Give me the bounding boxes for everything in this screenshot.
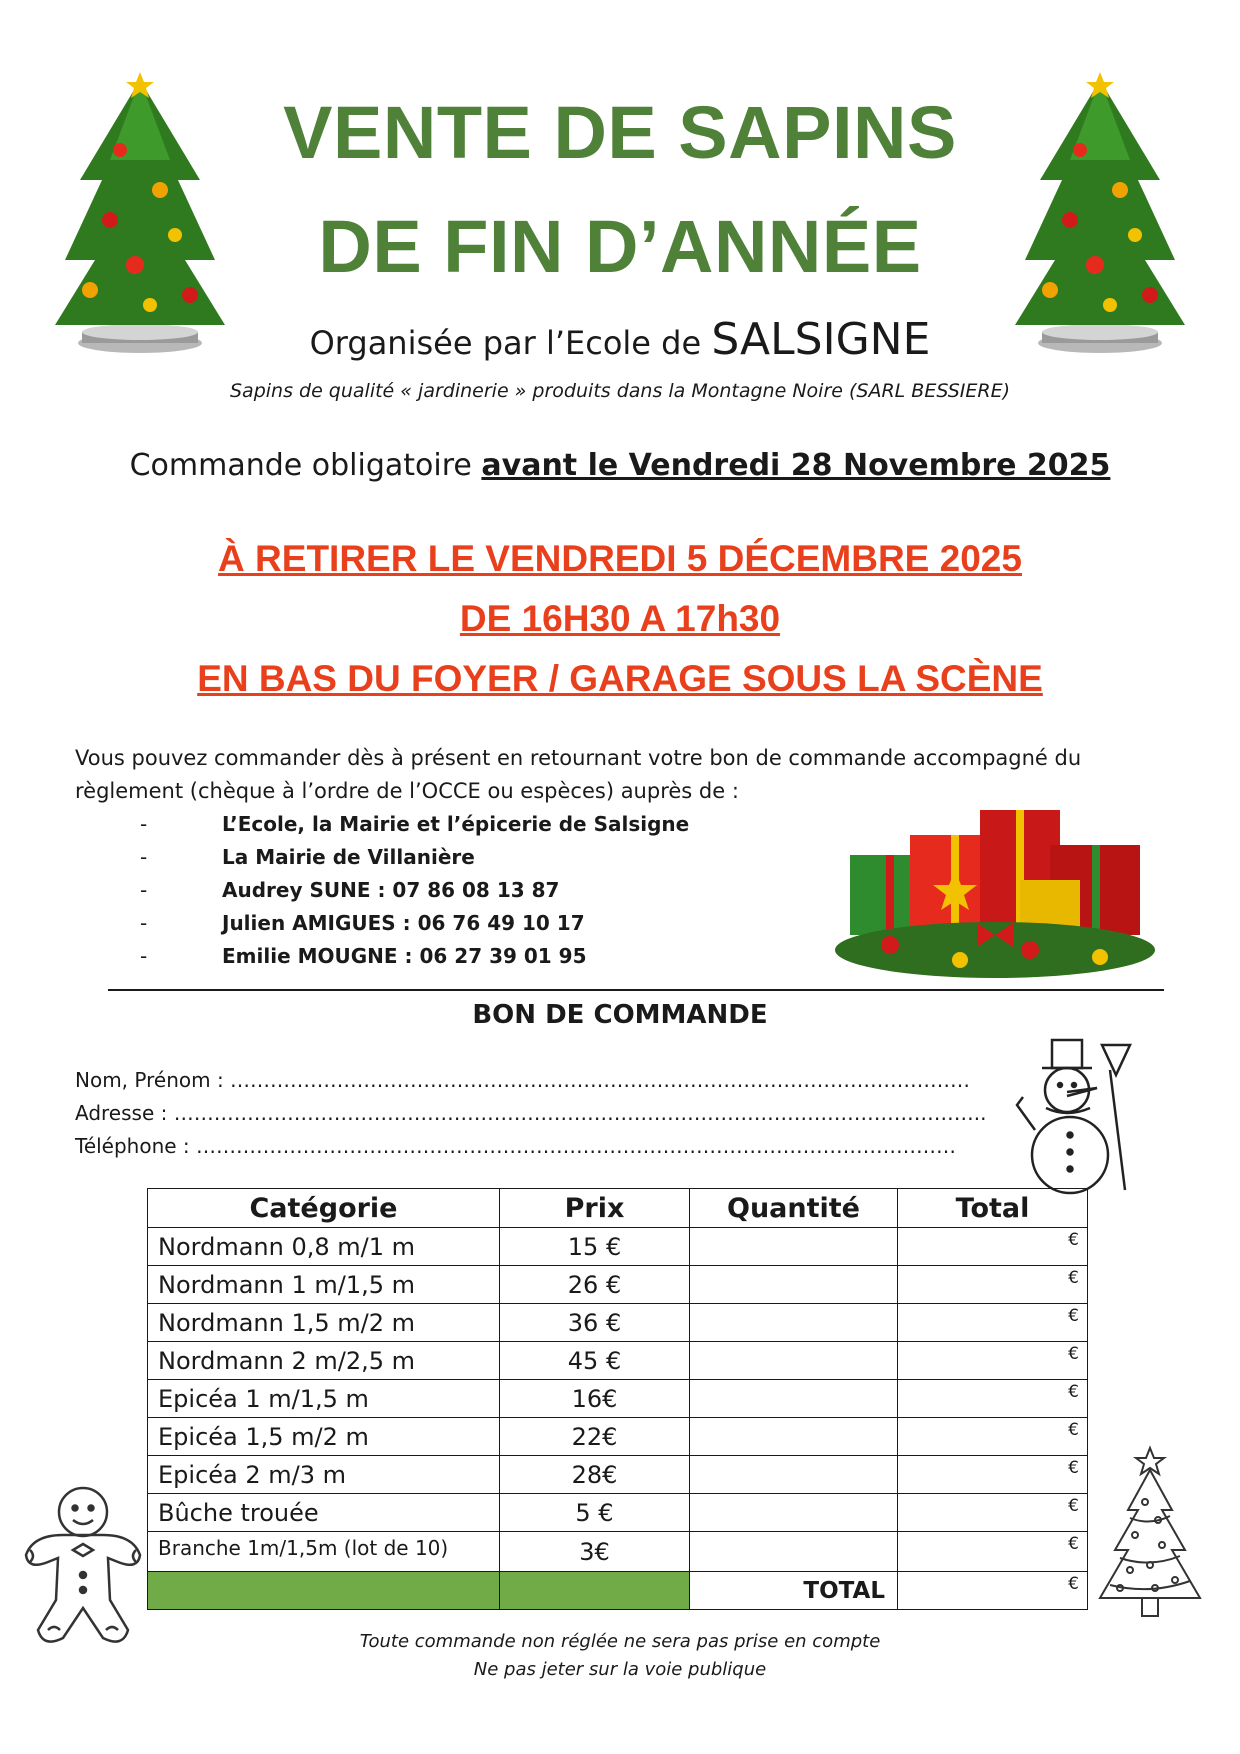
table-row [148,1532,1088,1572]
price-cell: 3€ [500,1532,690,1572]
column-header-quantity: Quantité [690,1189,898,1228]
quantity-cell[interactable] [690,1418,898,1456]
total-cell[interactable]: € [898,1304,1088,1342]
christmas-gifts-icon [830,785,1160,985]
contact-text: L’Ecole, la Mairie et l’épicerie de Salsigne [222,812,690,836]
pickup-line-1: À RETIRER LE VENDREDI 5 DÉCEMBRE 2025 [218,538,1022,579]
quantity-cell[interactable] [690,1228,898,1266]
contact-text: Audrey SUNE : 07 86 08 13 87 [222,878,560,902]
table-row [148,1228,1088,1266]
total-cell[interactable]: € [898,1266,1088,1304]
column-header-total: Total [898,1189,1088,1228]
table-row [148,1266,1088,1304]
quantity-cell[interactable] [690,1456,898,1494]
total-cell[interactable]: € [898,1494,1088,1532]
christmas-tree-outline-icon [1090,1440,1210,1625]
snowman-icon [1010,1030,1160,1200]
contact-item [140,940,689,973]
subtitle: Sapins de qualité « jardinerie » produits dans la Montagne Noire (SARL BESSIERE) [229,380,1010,402]
green-filler-cell [148,1572,500,1610]
order-deadline [0,448,1240,483]
contact-item [140,808,689,841]
table-row [148,1304,1088,1342]
total-cell[interactable]: € [898,1532,1088,1572]
total-cell[interactable]: € [898,1342,1088,1380]
total-cell[interactable]: € [898,1380,1088,1418]
price-cell: 15 € [500,1228,690,1266]
table-row [148,1494,1088,1532]
section-divider [108,989,1164,991]
name-field-line[interactable]: Nom, Prénom : ………………………………………………………………………………………………… [75,1068,971,1092]
contact-dash: - [140,911,148,935]
table-total-row [148,1572,1088,1610]
intro-text: Vous pouvez commander dès à présent en retournant votre bon de commande accompagné du règlement (chèque à l’ordre de l’OCCE ou espèces) auprès de : [75,746,1082,803]
order-form-fields [75,1064,986,1163]
category-cell: Bûche trouée [148,1494,500,1532]
contact-list [140,808,689,973]
footer-line-1: Toute commande non réglée ne sera pas prise en compte [359,1631,881,1652]
contact-text: Julien AMIGUES : 06 76 49 10 17 [222,911,585,935]
footer-notes [0,1628,1240,1684]
order-form-heading: BON DE COMMANDE [472,1000,768,1030]
title-line-2: DE FIN D’ANNÉE [318,205,922,288]
table-row [148,1342,1088,1380]
price-cell: 28€ [500,1456,690,1494]
price-cell: 26 € [500,1266,690,1304]
total-label-cell: TOTAL [690,1572,898,1610]
contact-dash: - [140,845,148,869]
price-cell: 22€ [500,1418,690,1456]
quantity-cell[interactable] [690,1380,898,1418]
green-filler-cell [500,1572,690,1610]
organised-prefix: Organisée par l’Ecole de [309,324,702,362]
contact-dash: - [140,812,148,836]
category-cell: Nordmann 1 m/1,5 m [148,1266,500,1304]
column-header-category: Catégorie [148,1189,500,1228]
price-cell: 16€ [500,1380,690,1418]
organised-by [0,314,1240,365]
contact-text: La Mairie de Villanière [222,845,475,869]
category-cell: Nordmann 1,5 m/2 m [148,1304,500,1342]
contact-item [140,841,689,874]
contact-dash: - [140,878,148,902]
deadline-date: avant le Vendredi 28 Novembre 2025 [481,448,1111,483]
price-cell: 36 € [500,1304,690,1342]
category-cell: Epicéa 2 m/3 m [148,1456,500,1494]
grand-total-cell[interactable]: € [898,1572,1088,1610]
category-cell: Branche 1m/1,5m (lot de 10) [148,1532,500,1572]
phone-field-line[interactable]: Téléphone : …………………………………………………………………………………………………… [75,1134,957,1158]
table-header-row [148,1189,1088,1228]
quantity-cell[interactable] [690,1304,898,1342]
title-line-1: VENTE DE SAPINS [283,91,957,174]
contact-item [140,874,689,907]
contact-text: Emilie MOUGNE : 06 27 39 01 95 [222,944,587,968]
quantity-cell[interactable] [690,1494,898,1532]
table-row [148,1418,1088,1456]
pickup-line-3: EN BAS DU FOYER / GARAGE SOUS LA SCÈNE [197,658,1043,699]
total-cell[interactable]: € [898,1418,1088,1456]
total-cell[interactable]: € [898,1228,1088,1266]
category-cell: Nordmann 0,8 m/1 m [148,1228,500,1266]
quantity-cell[interactable] [690,1266,898,1304]
column-header-price: Prix [500,1189,690,1228]
organised-place: SALSIGNE [711,314,931,365]
table-row [148,1380,1088,1418]
order-table [147,1188,1088,1610]
footer-line-2: Ne pas jeter sur la voie publique [473,1659,767,1680]
quantity-cell[interactable] [690,1342,898,1380]
table-row [148,1456,1088,1494]
category-cell: Epicéa 1,5 m/2 m [148,1418,500,1456]
contact-dash: - [140,944,148,968]
deadline-prefix: Commande obligatoire [129,448,472,483]
total-cell[interactable]: € [898,1456,1088,1494]
price-cell: 5 € [500,1494,690,1532]
pickup-line-2: DE 16H30 A 17h30 [459,598,781,639]
quantity-cell[interactable] [690,1532,898,1572]
price-cell: 45 € [500,1342,690,1380]
contact-item [140,907,689,940]
category-cell: Epicéa 1 m/1,5 m [148,1380,500,1418]
category-cell: Nordmann 2 m/2,5 m [148,1342,500,1380]
address-field-line[interactable]: Adresse : ………………………………………………………………………………………………………….. [75,1101,987,1125]
